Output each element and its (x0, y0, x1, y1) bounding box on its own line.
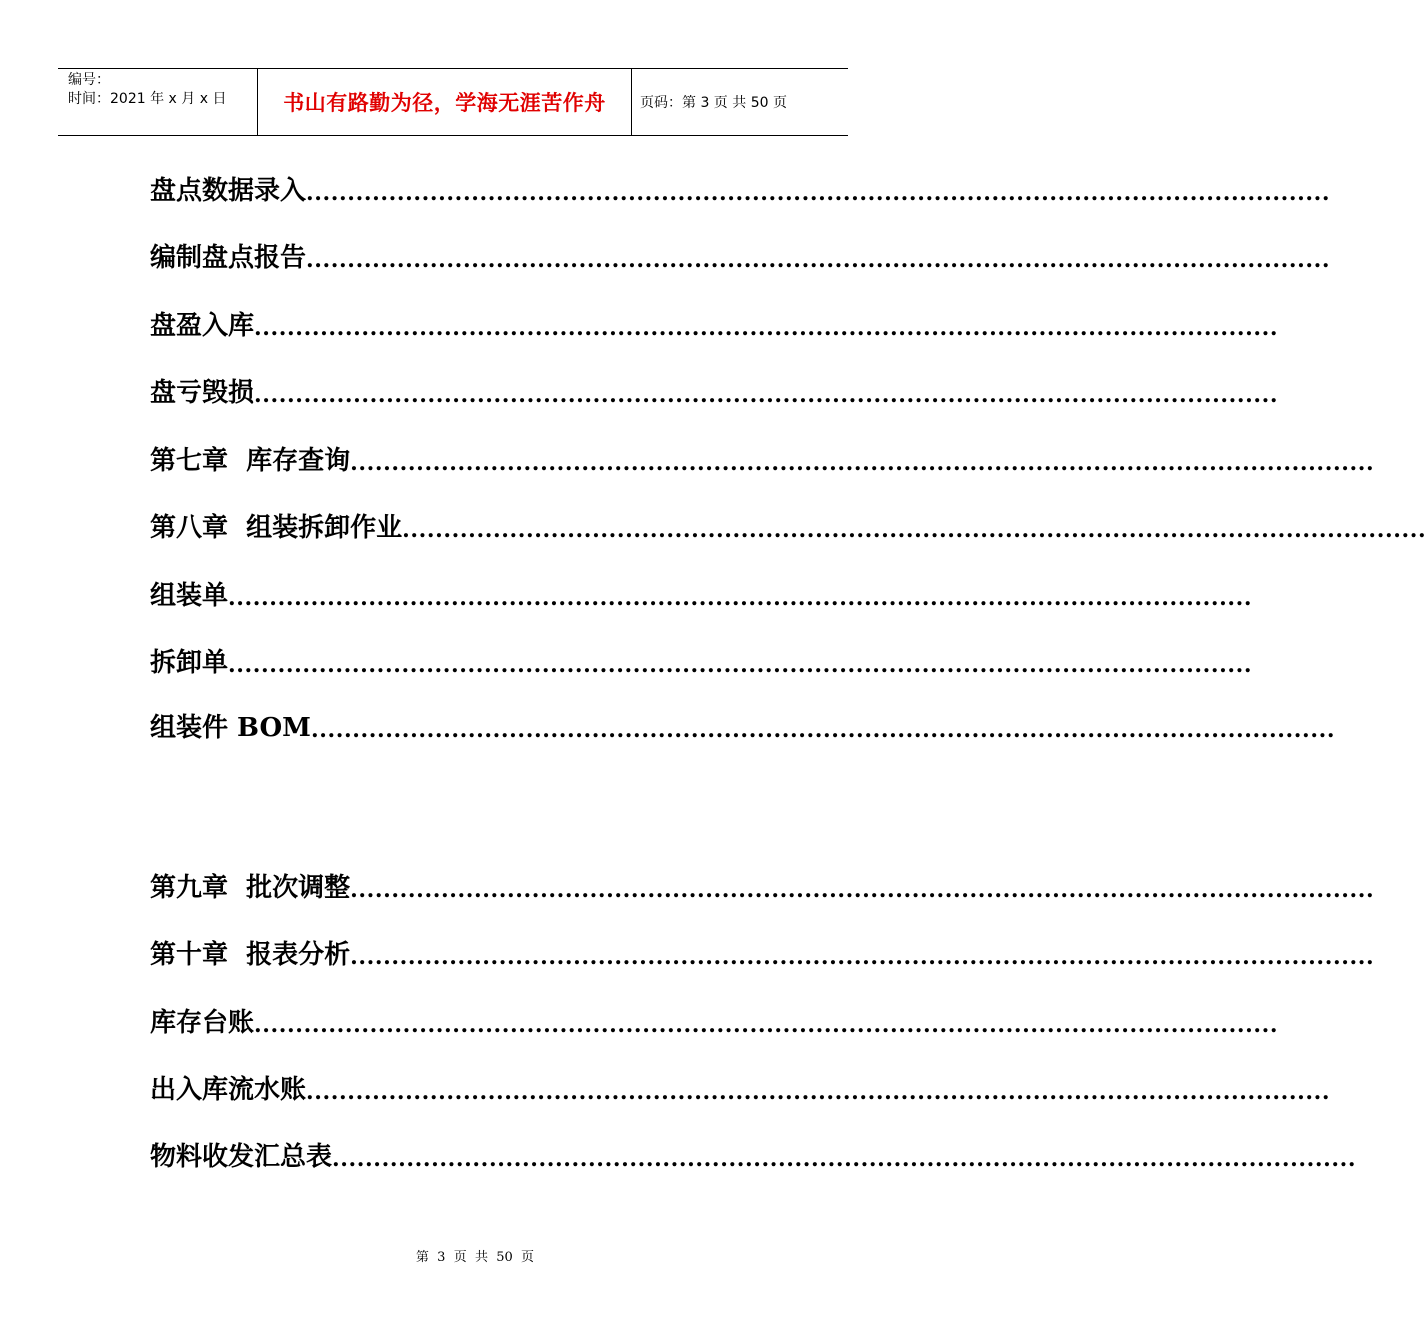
toc-entry[interactable] (150, 235, 1331, 275)
toc-leader-dots: ............................................................................................................................ (306, 247, 1331, 273)
toc-leader-dots: ............................................................................................................................ (350, 944, 1375, 970)
header-page-number: 页码：第 3 页 共 50 页 (640, 95, 787, 111)
toc-leader-dots: ............................................................................................................................ (350, 877, 1375, 903)
toc-entry-label: 组装件 BOM (150, 713, 311, 743)
header-meta (58, 69, 258, 135)
toc-entry-label: 盘盈入库 (150, 311, 255, 341)
toc-entry-label: 组装单 (150, 581, 229, 611)
toc-leader-dots: ............................................................................................................................ (254, 382, 1279, 408)
toc-entry-label: 第九章 批次调整 (150, 873, 351, 903)
toc-leader-dots: ............................................................................................................................ (306, 180, 1331, 206)
toc-entry-label: 出入库流水账 (150, 1075, 307, 1105)
toc-entry[interactable] (150, 1000, 1279, 1040)
toc-entry[interactable] (150, 932, 1375, 972)
toc-entry[interactable] (150, 705, 1336, 745)
toc-leader-dots: ............................................................................................................................ (254, 1012, 1279, 1038)
toc-entry-label: 第八章 组装拆卸作业 (150, 513, 403, 543)
toc-entry[interactable] (150, 1134, 1357, 1174)
toc-leader-dots: ............................................................................................................................ (332, 1146, 1357, 1172)
toc-entry-label: 物料收发汇总表 (150, 1142, 333, 1172)
toc-entry[interactable] (150, 370, 1279, 410)
toc-leader-dots: ............................................................................................................................ (254, 315, 1279, 341)
toc-leader-dots: ............................................................................................................................ (310, 717, 1336, 743)
toc-entry-label: 盘亏毁损 (150, 378, 255, 408)
header-motto: 书山有路勤为径，学海无涯苦作舟 (258, 69, 632, 135)
toc-entry-label: 拆卸单 (150, 648, 229, 678)
document-number-label: 编号： (68, 72, 110, 88)
toc-leader-dots: ............................................................................................................................ (350, 450, 1375, 476)
toc-entry-label: 盘点数据录入 (150, 176, 307, 206)
toc-leader-dots: ............................................................................................................................ (228, 652, 1253, 678)
toc-entry[interactable] (150, 438, 1375, 478)
toc-leader-dots: ............................................................................................................................ (402, 517, 1426, 543)
toc-entry-label: 第七章 库存查询 (150, 446, 351, 476)
toc-leader-dots: ............................................................................................................................ (228, 585, 1253, 611)
toc-entry[interactable] (150, 505, 1426, 545)
toc-entry[interactable] (150, 1067, 1331, 1107)
document-time-label: 时间：2021 年 x 月 x 日 (68, 91, 227, 107)
toc-entry[interactable] (150, 168, 1331, 208)
toc-leader-dots: ............................................................................................................................ (306, 1079, 1331, 1105)
toc-entry[interactable] (150, 573, 1253, 613)
toc-entry[interactable] (150, 865, 1375, 905)
toc-entry[interactable] (150, 640, 1253, 680)
page-footer: 第 3 页 共 50 页 (415, 1250, 535, 1265)
toc-entry-label: 第十章 报表分析 (150, 940, 351, 970)
page-header (58, 68, 848, 136)
toc-entry-label: 编制盘点报告 (150, 243, 307, 273)
toc-entry-label: 库存台账 (150, 1008, 255, 1038)
toc-entry[interactable] (150, 303, 1279, 343)
